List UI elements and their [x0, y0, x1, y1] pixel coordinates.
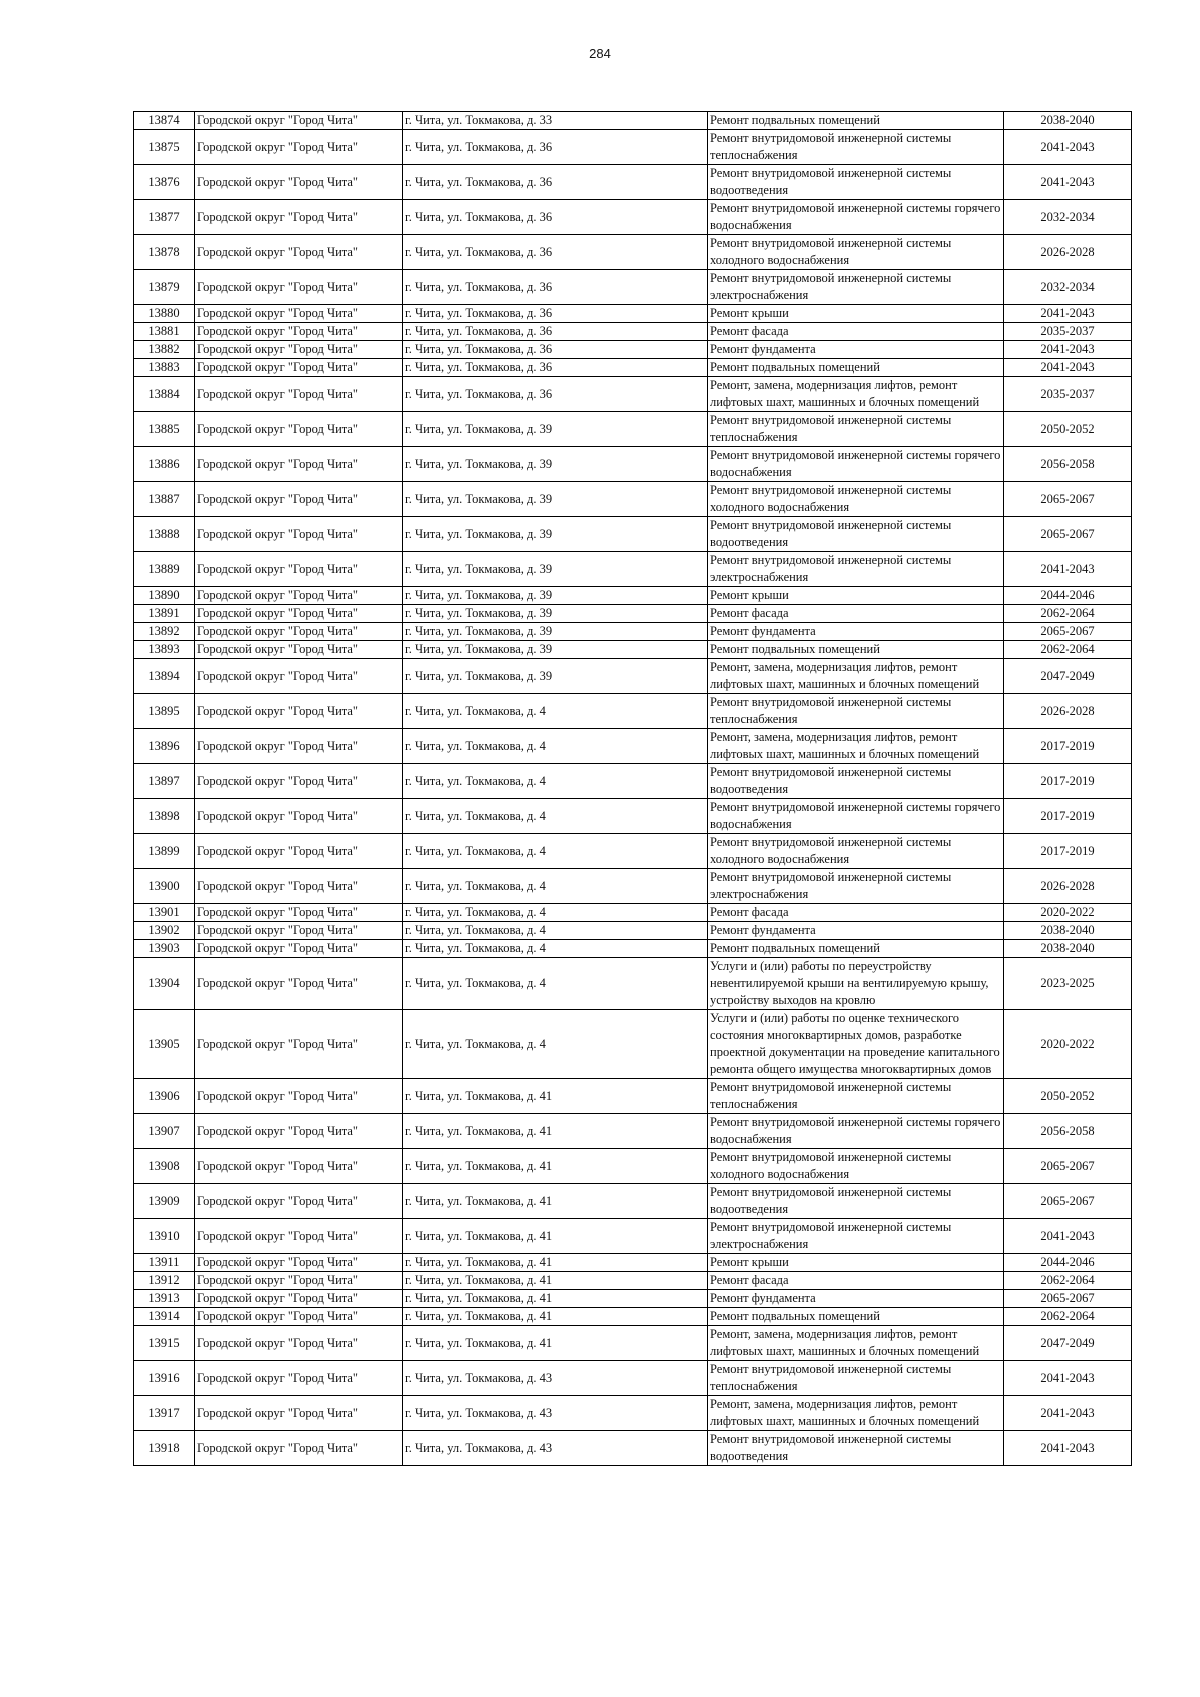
page-number: 284 [589, 46, 611, 61]
municipality-cell: Городской округ "Город Чита" [195, 359, 403, 377]
work-type-cell: Ремонт внутридомовой инженерной системы электроснабжения [708, 1219, 1004, 1254]
work-type-cell: Ремонт крыши [708, 587, 1004, 605]
municipality-cell: Городской округ "Город Чита" [195, 482, 403, 517]
municipality-cell: Городской округ "Город Чита" [195, 904, 403, 922]
period-cell: 2041-2043 [1004, 165, 1132, 200]
work-type-cell: Ремонт подвальных помещений [708, 112, 1004, 130]
period-cell: 2044-2046 [1004, 1254, 1132, 1272]
table-row [134, 641, 1132, 659]
work-type-cell: Ремонт внутридомовой инженерной системы теплоснабжения [708, 412, 1004, 447]
municipality-cell: Городской округ "Город Чита" [195, 641, 403, 659]
municipality-cell: Городской округ "Город Чита" [195, 764, 403, 799]
address-cell: г. Чита, ул. Токмакова, д. 39 [403, 641, 708, 659]
table-row [134, 940, 1132, 958]
municipality-cell: Городской округ "Город Чита" [195, 200, 403, 235]
address-cell: г. Чита, ул. Токмакова, д. 41 [403, 1079, 708, 1114]
period-cell: 2017-2019 [1004, 799, 1132, 834]
work-type-cell: Ремонт внутридомовой инженерной системы холодного водоснабжения [708, 235, 1004, 270]
period-cell: 2041-2043 [1004, 1219, 1132, 1254]
table-row [134, 1308, 1132, 1326]
municipality-cell: Городской округ "Город Чита" [195, 1219, 403, 1254]
row-number-cell: 13905 [134, 1010, 195, 1079]
work-type-cell: Ремонт внутридомовой инженерной системы теплоснабжения [708, 1079, 1004, 1114]
address-cell: г. Чита, ул. Токмакова, д. 36 [403, 323, 708, 341]
row-number-cell: 13916 [134, 1361, 195, 1396]
address-cell: г. Чита, ул. Токмакова, д. 36 [403, 377, 708, 412]
period-cell: 2062-2064 [1004, 641, 1132, 659]
period-cell: 2062-2064 [1004, 1308, 1132, 1326]
work-type-cell: Ремонт фундамента [708, 341, 1004, 359]
row-number-cell: 13887 [134, 482, 195, 517]
address-cell: г. Чита, ул. Токмакова, д. 39 [403, 482, 708, 517]
period-cell: 2065-2067 [1004, 1290, 1132, 1308]
municipality-cell: Городской округ "Город Чита" [195, 659, 403, 694]
row-number-cell: 13889 [134, 552, 195, 587]
table-row [134, 412, 1132, 447]
row-number-cell: 13902 [134, 922, 195, 940]
row-number-cell: 13913 [134, 1290, 195, 1308]
municipality-cell: Городской округ "Город Чита" [195, 729, 403, 764]
period-cell: 2035-2037 [1004, 323, 1132, 341]
work-type-cell: Ремонт фасада [708, 1272, 1004, 1290]
work-type-cell: Ремонт внутридомовой инженерной системы водоотведения [708, 1431, 1004, 1466]
work-type-cell: Ремонт внутридомовой инженерной системы холодного водоснабжения [708, 482, 1004, 517]
municipality-cell: Городской округ "Город Чита" [195, 305, 403, 323]
period-cell: 2017-2019 [1004, 764, 1132, 799]
work-type-cell: Ремонт внутридомовой инженерной системы горячего водоснабжения [708, 200, 1004, 235]
row-number-cell: 13900 [134, 869, 195, 904]
municipality-cell: Городской округ "Город Чита" [195, 1149, 403, 1184]
municipality-cell: Городской округ "Город Чита" [195, 1396, 403, 1431]
period-cell: 2032-2034 [1004, 200, 1132, 235]
address-cell: г. Чита, ул. Токмакова, д. 36 [403, 235, 708, 270]
municipality-cell: Городской округ "Город Чита" [195, 323, 403, 341]
work-type-cell: Услуги и (или) работы по оценке технического состояния многоквартирных домов, разработке проектной документации на проведение капитального ремонта общего имущества многоквартирных домов [708, 1010, 1004, 1079]
work-type-cell: Ремонт, замена, модернизация лифтов, ремонт лифтовых шахт, машинных и блочных помещений [708, 377, 1004, 412]
period-cell: 2050-2052 [1004, 1079, 1132, 1114]
row-number-cell: 13880 [134, 305, 195, 323]
address-cell: г. Чита, ул. Токмакова, д. 39 [403, 587, 708, 605]
row-number-cell: 13896 [134, 729, 195, 764]
work-type-cell: Ремонт фундамента [708, 922, 1004, 940]
work-type-cell: Ремонт, замена, модернизация лифтов, ремонт лифтовых шахт, машинных и блочных помещений [708, 729, 1004, 764]
period-cell: 2026-2028 [1004, 235, 1132, 270]
address-cell: г. Чита, ул. Токмакова, д. 4 [403, 694, 708, 729]
row-number-cell: 13878 [134, 235, 195, 270]
period-cell: 2041-2043 [1004, 552, 1132, 587]
table-row [134, 729, 1132, 764]
row-number-cell: 13882 [134, 341, 195, 359]
work-type-cell: Ремонт внутридомовой инженерной системы водоотведения [708, 165, 1004, 200]
municipality-cell: Городской округ "Город Чита" [195, 1361, 403, 1396]
row-number-cell: 13892 [134, 623, 195, 641]
row-number-cell: 13875 [134, 130, 195, 165]
period-cell: 2056-2058 [1004, 447, 1132, 482]
period-cell: 2026-2028 [1004, 869, 1132, 904]
row-number-cell: 13897 [134, 764, 195, 799]
municipality-cell: Городской округ "Город Чита" [195, 940, 403, 958]
work-type-cell: Ремонт внутридомовой инженерной системы электроснабжения [708, 270, 1004, 305]
period-cell: 2047-2049 [1004, 1326, 1132, 1361]
work-type-cell: Ремонт фундамента [708, 623, 1004, 641]
table-row [134, 1219, 1132, 1254]
period-cell: 2044-2046 [1004, 587, 1132, 605]
period-cell: 2047-2049 [1004, 659, 1132, 694]
work-type-cell: Ремонт внутридомовой инженерной системы водоотведения [708, 764, 1004, 799]
period-cell: 2065-2067 [1004, 482, 1132, 517]
address-cell: г. Чита, ул. Токмакова, д. 39 [403, 447, 708, 482]
period-cell: 2050-2052 [1004, 412, 1132, 447]
period-cell: 2065-2067 [1004, 1149, 1132, 1184]
address-cell: г. Чита, ул. Токмакова, д. 4 [403, 834, 708, 869]
period-cell: 2017-2019 [1004, 834, 1132, 869]
address-cell: г. Чита, ул. Токмакова, д. 41 [403, 1184, 708, 1219]
municipality-cell: Городской округ "Город Чита" [195, 1326, 403, 1361]
work-type-cell: Ремонт фасада [708, 323, 1004, 341]
municipality-cell: Городской округ "Город Чита" [195, 1272, 403, 1290]
work-type-cell: Ремонт подвальных помещений [708, 641, 1004, 659]
address-cell: г. Чита, ул. Токмакова, д. 39 [403, 412, 708, 447]
work-type-cell: Ремонт подвальных помещений [708, 940, 1004, 958]
row-number-cell: 13910 [134, 1219, 195, 1254]
municipality-cell: Городской округ "Город Чита" [195, 869, 403, 904]
table-row [134, 958, 1132, 1010]
table-row [134, 1431, 1132, 1466]
row-number-cell: 13918 [134, 1431, 195, 1466]
work-type-cell: Ремонт, замена, модернизация лифтов, ремонт лифтовых шахт, машинных и блочных помещений [708, 659, 1004, 694]
table-row [134, 1254, 1132, 1272]
work-type-cell: Ремонт внутридомовой инженерной системы горячего водоснабжения [708, 1114, 1004, 1149]
period-cell: 2038-2040 [1004, 112, 1132, 130]
municipality-cell: Городской округ "Город Чита" [195, 377, 403, 412]
work-type-cell: Ремонт крыши [708, 1254, 1004, 1272]
address-cell: г. Чита, ул. Токмакова, д. 39 [403, 605, 708, 623]
municipality-cell: Городской округ "Город Чита" [195, 958, 403, 1010]
row-number-cell: 13891 [134, 605, 195, 623]
address-cell: г. Чита, ул. Токмакова, д. 39 [403, 659, 708, 694]
table-row [134, 1010, 1132, 1079]
work-type-cell: Ремонт фасада [708, 605, 1004, 623]
period-cell: 2020-2022 [1004, 904, 1132, 922]
municipality-cell: Городской округ "Город Чита" [195, 341, 403, 359]
period-cell: 2017-2019 [1004, 729, 1132, 764]
address-cell: г. Чита, ул. Токмакова, д. 33 [403, 112, 708, 130]
table-row [134, 764, 1132, 799]
work-type-cell: Ремонт, замена, модернизация лифтов, ремонт лифтовых шахт, машинных и блочных помещений [708, 1396, 1004, 1431]
period-cell: 2038-2040 [1004, 940, 1132, 958]
table-row [134, 200, 1132, 235]
period-cell: 2041-2043 [1004, 1431, 1132, 1466]
work-type-cell: Ремонт фасада [708, 904, 1004, 922]
table-row [134, 482, 1132, 517]
row-number-cell: 13879 [134, 270, 195, 305]
work-type-cell: Ремонт подвальных помещений [708, 1308, 1004, 1326]
table-body [134, 112, 1132, 1466]
municipality-cell: Городской округ "Город Чита" [195, 1431, 403, 1466]
work-type-cell: Ремонт внутридомовой инженерной системы холодного водоснабжения [708, 1149, 1004, 1184]
municipality-cell: Городской округ "Город Чита" [195, 1254, 403, 1272]
table-row [134, 517, 1132, 552]
row-number-cell: 13901 [134, 904, 195, 922]
period-cell: 2062-2064 [1004, 1272, 1132, 1290]
work-type-cell: Ремонт подвальных помещений [708, 359, 1004, 377]
table-row [134, 359, 1132, 377]
table-row [134, 623, 1132, 641]
row-number-cell: 13907 [134, 1114, 195, 1149]
address-cell: г. Чита, ул. Токмакова, д. 39 [403, 517, 708, 552]
work-type-cell: Ремонт внутридомовой инженерной системы электроснабжения [708, 552, 1004, 587]
table-row [134, 377, 1132, 412]
table-row [134, 305, 1132, 323]
address-cell: г. Чита, ул. Токмакова, д. 41 [403, 1326, 708, 1361]
work-type-cell: Ремонт внутридомовой инженерной системы водоотведения [708, 1184, 1004, 1219]
work-type-cell: Ремонт фундамента [708, 1290, 1004, 1308]
municipality-cell: Городской округ "Город Чита" [195, 623, 403, 641]
period-cell: 2038-2040 [1004, 922, 1132, 940]
row-number-cell: 13895 [134, 694, 195, 729]
municipality-cell: Городской округ "Город Чита" [195, 165, 403, 200]
municipality-cell: Городской округ "Город Чита" [195, 1290, 403, 1308]
table-row [134, 165, 1132, 200]
row-number-cell: 13917 [134, 1396, 195, 1431]
address-cell: г. Чита, ул. Токмакова, д. 4 [403, 922, 708, 940]
table-row [134, 1114, 1132, 1149]
table-row [134, 1396, 1132, 1431]
table-row [134, 447, 1132, 482]
table-row [134, 552, 1132, 587]
work-type-cell: Ремонт внутридомовой инженерной системы холодного водоснабжения [708, 834, 1004, 869]
period-cell: 2026-2028 [1004, 694, 1132, 729]
table-row [134, 904, 1132, 922]
table-row [134, 1290, 1132, 1308]
address-cell: г. Чита, ул. Токмакова, д. 4 [403, 869, 708, 904]
work-type-cell: Ремонт внутридомовой инженерной системы теплоснабжения [708, 130, 1004, 165]
row-number-cell: 13894 [134, 659, 195, 694]
row-number-cell: 13876 [134, 165, 195, 200]
row-number-cell: 13893 [134, 641, 195, 659]
address-cell: г. Чита, ул. Токмакова, д. 4 [403, 1010, 708, 1079]
municipality-cell: Городской округ "Город Чита" [195, 587, 403, 605]
table-row [134, 323, 1132, 341]
row-number-cell: 13911 [134, 1254, 195, 1272]
row-number-cell: 13915 [134, 1326, 195, 1361]
work-type-cell: Ремонт, замена, модернизация лифтов, ремонт лифтовых шахт, машинных и блочных помещений [708, 1326, 1004, 1361]
municipality-cell: Городской округ "Город Чита" [195, 1079, 403, 1114]
row-number-cell: 13888 [134, 517, 195, 552]
address-cell: г. Чита, ул. Токмакова, д. 4 [403, 764, 708, 799]
address-cell: г. Чита, ул. Токмакова, д. 36 [403, 341, 708, 359]
row-number-cell: 13881 [134, 323, 195, 341]
table-row [134, 659, 1132, 694]
address-cell: г. Чита, ул. Токмакова, д. 36 [403, 165, 708, 200]
period-cell: 2041-2043 [1004, 130, 1132, 165]
municipality-cell: Городской округ "Город Чита" [195, 605, 403, 623]
table-row [134, 1361, 1132, 1396]
period-cell: 2065-2067 [1004, 623, 1132, 641]
address-cell: г. Чита, ул. Токмакова, д. 4 [403, 799, 708, 834]
period-cell: 2062-2064 [1004, 605, 1132, 623]
period-cell: 2056-2058 [1004, 1114, 1132, 1149]
table-row [134, 922, 1132, 940]
municipality-cell: Городской округ "Город Чита" [195, 922, 403, 940]
municipality-cell: Городской округ "Город Чита" [195, 1114, 403, 1149]
municipality-cell: Городской округ "Город Чита" [195, 1010, 403, 1079]
address-cell: г. Чита, ул. Токмакова, д. 43 [403, 1361, 708, 1396]
address-cell: г. Чита, ул. Токмакова, д. 4 [403, 958, 708, 1010]
capital-repair-table [133, 111, 1132, 1466]
row-number-cell: 13884 [134, 377, 195, 412]
work-type-cell: Ремонт внутридомовой инженерной системы горячего водоснабжения [708, 799, 1004, 834]
address-cell: г. Чита, ул. Токмакова, д. 39 [403, 623, 708, 641]
table-row [134, 587, 1132, 605]
municipality-cell: Городской округ "Город Чита" [195, 412, 403, 447]
table-row [134, 130, 1132, 165]
period-cell: 2023-2025 [1004, 958, 1132, 1010]
period-cell: 2041-2043 [1004, 341, 1132, 359]
work-type-cell: Услуги и (или) работы по переустройству невентилируемой крыши на вентилируемую крышу, устройству выходов на кровлю [708, 958, 1004, 1010]
period-cell: 2020-2022 [1004, 1010, 1132, 1079]
address-cell: г. Чита, ул. Токмакова, д. 41 [403, 1219, 708, 1254]
period-cell: 2041-2043 [1004, 1361, 1132, 1396]
table-row [134, 694, 1132, 729]
municipality-cell: Городской округ "Город Чита" [195, 130, 403, 165]
address-cell: г. Чита, ул. Токмакова, д. 4 [403, 729, 708, 764]
row-number-cell: 13914 [134, 1308, 195, 1326]
row-number-cell: 13903 [134, 940, 195, 958]
period-cell: 2041-2043 [1004, 305, 1132, 323]
municipality-cell: Городской округ "Город Чита" [195, 694, 403, 729]
address-cell: г. Чита, ул. Токмакова, д. 41 [403, 1254, 708, 1272]
row-number-cell: 13909 [134, 1184, 195, 1219]
municipality-cell: Городской округ "Город Чита" [195, 1308, 403, 1326]
work-type-cell: Ремонт внутридомовой инженерной системы водоотведения [708, 517, 1004, 552]
row-number-cell: 13908 [134, 1149, 195, 1184]
table-row [134, 1272, 1132, 1290]
municipality-cell: Городской округ "Город Чита" [195, 834, 403, 869]
address-cell: г. Чита, ул. Токмакова, д. 41 [403, 1308, 708, 1326]
address-cell: г. Чита, ул. Токмакова, д. 36 [403, 200, 708, 235]
municipality-cell: Городской округ "Город Чита" [195, 112, 403, 130]
work-type-cell: Ремонт внутридомовой инженерной системы горячего водоснабжения [708, 447, 1004, 482]
period-cell: 2041-2043 [1004, 359, 1132, 377]
address-cell: г. Чита, ул. Токмакова, д. 4 [403, 940, 708, 958]
table-row [134, 235, 1132, 270]
work-type-cell: Ремонт внутридомовой инженерной системы электроснабжения [708, 869, 1004, 904]
table-row [134, 1326, 1132, 1361]
work-type-cell: Ремонт крыши [708, 305, 1004, 323]
row-number-cell: 13874 [134, 112, 195, 130]
address-cell: г. Чита, ул. Токмакова, д. 36 [403, 305, 708, 323]
period-cell: 2065-2067 [1004, 517, 1132, 552]
period-cell: 2041-2043 [1004, 1396, 1132, 1431]
address-cell: г. Чита, ул. Токмакова, д. 36 [403, 270, 708, 305]
table-row [134, 341, 1132, 359]
table-row [134, 1184, 1132, 1219]
address-cell: г. Чита, ул. Токмакова, д. 41 [403, 1149, 708, 1184]
table-row [134, 605, 1132, 623]
row-number-cell: 13890 [134, 587, 195, 605]
row-number-cell: 13898 [134, 799, 195, 834]
table-row [134, 1149, 1132, 1184]
address-cell: г. Чита, ул. Токмакова, д. 4 [403, 904, 708, 922]
period-cell: 2032-2034 [1004, 270, 1132, 305]
address-cell: г. Чита, ул. Токмакова, д. 41 [403, 1290, 708, 1308]
period-cell: 2035-2037 [1004, 377, 1132, 412]
table-row [134, 834, 1132, 869]
row-number-cell: 13906 [134, 1079, 195, 1114]
row-number-cell: 13912 [134, 1272, 195, 1290]
address-cell: г. Чита, ул. Токмакова, д. 39 [403, 552, 708, 587]
table-row [134, 869, 1132, 904]
municipality-cell: Городской округ "Город Чита" [195, 799, 403, 834]
municipality-cell: Городской округ "Город Чита" [195, 447, 403, 482]
table-row [134, 112, 1132, 130]
municipality-cell: Городской округ "Город Чита" [195, 1184, 403, 1219]
address-cell: г. Чита, ул. Токмакова, д. 41 [403, 1272, 708, 1290]
row-number-cell: 13883 [134, 359, 195, 377]
table-row [134, 1079, 1132, 1114]
municipality-cell: Городской округ "Город Чита" [195, 552, 403, 587]
address-cell: г. Чита, ул. Токмакова, д. 43 [403, 1431, 708, 1466]
municipality-cell: Городской округ "Город Чита" [195, 517, 403, 552]
row-number-cell: 13877 [134, 200, 195, 235]
table-row [134, 270, 1132, 305]
row-number-cell: 13885 [134, 412, 195, 447]
row-number-cell: 13904 [134, 958, 195, 1010]
municipality-cell: Городской округ "Город Чита" [195, 235, 403, 270]
address-cell: г. Чита, ул. Токмакова, д. 41 [403, 1114, 708, 1149]
work-type-cell: Ремонт внутридомовой инженерной системы теплоснабжения [708, 1361, 1004, 1396]
table-row [134, 799, 1132, 834]
address-cell: г. Чита, ул. Токмакова, д. 36 [403, 130, 708, 165]
municipality-cell: Городской округ "Город Чита" [195, 270, 403, 305]
address-cell: г. Чита, ул. Токмакова, д. 43 [403, 1396, 708, 1431]
row-number-cell: 13899 [134, 834, 195, 869]
work-type-cell: Ремонт внутридомовой инженерной системы теплоснабжения [708, 694, 1004, 729]
row-number-cell: 13886 [134, 447, 195, 482]
address-cell: г. Чита, ул. Токмакова, д. 36 [403, 359, 708, 377]
period-cell: 2065-2067 [1004, 1184, 1132, 1219]
